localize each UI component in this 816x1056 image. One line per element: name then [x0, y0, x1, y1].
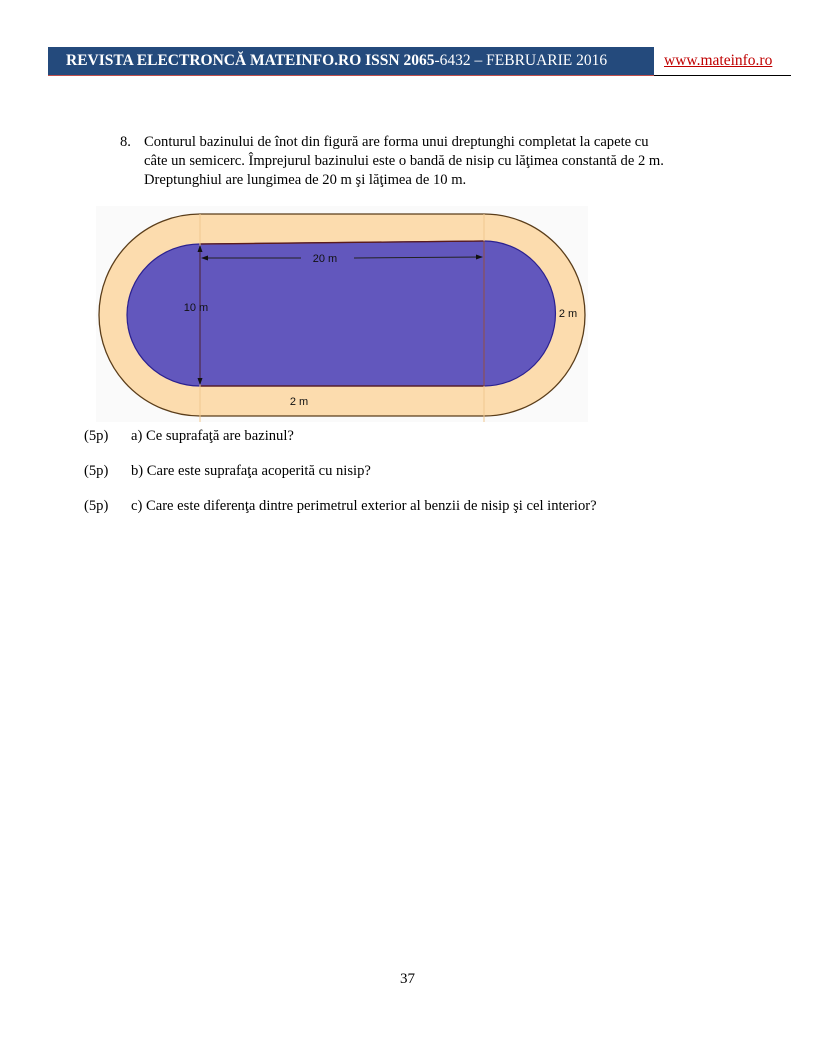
- problem-statement: [120, 133, 740, 190]
- question-points: (5p): [84, 463, 109, 479]
- page-number: 37: [400, 971, 415, 987]
- question-text: b) Care este suprafaţa acoperită cu nisip?: [131, 463, 371, 479]
- problem-line: Dreptunghiul are lungimea de 20 m şi lăţimea de 10 m.: [144, 172, 467, 188]
- problem-line: câte un semicerc. Împrejurul bazinului este o bandă de nisip cu lăţimea constantă de 2 m.: [144, 153, 664, 169]
- question-text: c) Care este diferenţa dintre perimetrul exterior al benzii de nisip şi cel interior?: [131, 498, 597, 514]
- website-link[interactable]: www.mateinfo.ro: [664, 52, 773, 69]
- journal-title-rest: -6432 – FEBRUARIE 2016: [434, 52, 608, 69]
- label-width: 10 m: [183, 302, 209, 314]
- label-band-bottom: 2 m: [289, 396, 309, 408]
- label-band-right: 2 m: [558, 308, 578, 320]
- question-a: [84, 428, 294, 445]
- question-c: [84, 498, 597, 515]
- question-text: a) Ce suprafaţă are bazinul?: [131, 428, 294, 444]
- question-b: [84, 463, 371, 480]
- journal-title-bold: REVISTA ELECTRONCĂ MATEINFO.RO ISSN 2065: [66, 52, 435, 69]
- pool-figure: [96, 206, 588, 422]
- problem-number: 8.: [120, 134, 131, 150]
- question-points: (5p): [84, 498, 109, 514]
- problem-line: Conturul bazinului de înot din figură are forma unui dreptunghi completat la capete cu: [144, 134, 649, 150]
- label-length: 20 m: [312, 253, 338, 265]
- journal-title: [66, 52, 607, 70]
- header-rule: [654, 75, 791, 76]
- question-points: (5p): [84, 428, 109, 444]
